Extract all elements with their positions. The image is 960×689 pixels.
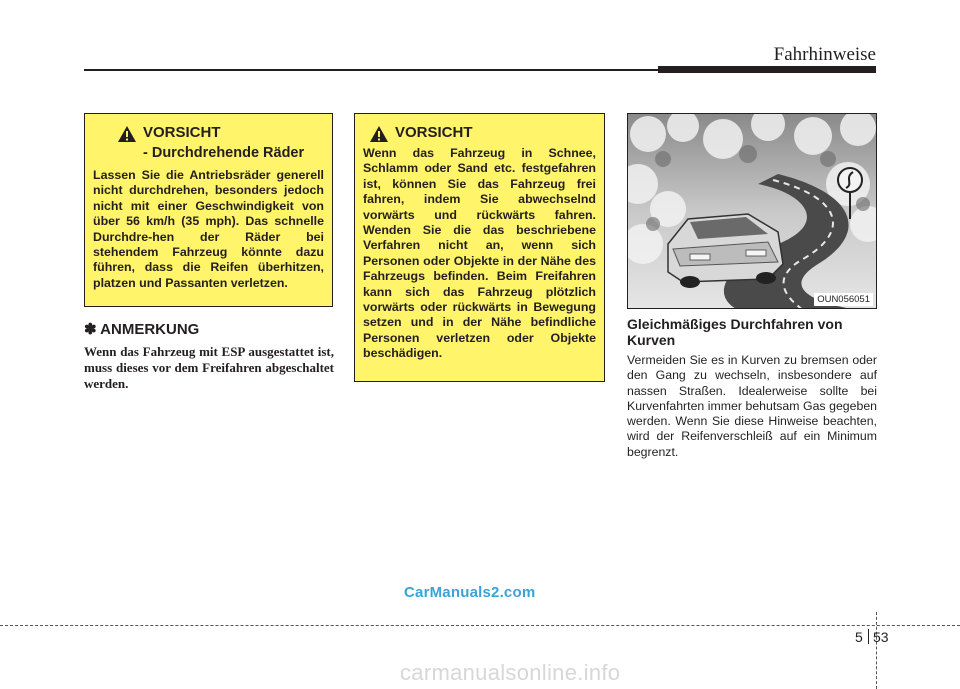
section-heading: Gleichmäßiges Durchfahren von Kurven — [627, 316, 843, 348]
caution-text: Lassen Sie die Antriebsräder generell nicht durchdrehen, besonders jedoch nicht mit einer Geschwindigkeit von über 56 km/h (35 mph). Das schnelle Durchdre-hen der Räder bei stehendem Fahrzeug könnte dazu führen, dass die Reifen überhitzen, platzen und Passanten verletzen. — [93, 168, 324, 290]
figure-code: OUN056051 — [814, 293, 873, 306]
caution-title: VORSICHT — [143, 124, 221, 141]
header-rule-accent — [658, 66, 876, 73]
car-on-curve-image — [628, 114, 877, 309]
footer-vertical-divider — [876, 612, 877, 689]
page-header-title: Fahrhinweise — [773, 44, 876, 65]
caution-title: VORSICHT — [395, 124, 473, 141]
footer-divider — [0, 625, 960, 626]
warning-triangle-icon — [117, 125, 137, 143]
caution-subtitle: - Durchdrehende Räder — [143, 145, 305, 161]
section-body: Vermeiden Sie es in Kurven zu bremsen oder den Gang zu wechseln, insbesondere auf nassen Straßen. Idealerweise sollte bei Kurvenfahrten immer behutsam Gas gegeben werden. Wenn Sie diese Hinweise beachten, wird der Reifenverschleiß auf ein Minimum begrenzt. — [627, 353, 877, 459]
header-rule — [84, 69, 658, 71]
caution-box-wheelspin — [84, 113, 333, 307]
page-number-separator — [868, 629, 869, 644]
caution-box-stuck-vehicle — [354, 113, 605, 382]
warning-triangle-icon — [369, 125, 389, 143]
note-heading: ✽ ANMERKUNG — [84, 321, 200, 338]
curve-driving-illustration — [627, 113, 877, 309]
note-text: Wenn das Fahrzeug mit ESP ausgestattet ist, muss dieses vor dem Freifahren abgeschaltet werden. — [84, 344, 334, 391]
watermark-link[interactable]: CarManuals2.com — [404, 584, 536, 601]
page-number: 53 — [873, 629, 889, 645]
caution-text: Wenn das Fahrzeug in Schnee, Schlamm oder Sand etc. festgefahren ist, können Sie das Fahrzeug frei fahren, indem Sie abwechselnd vorwärts und rückwärts fahren. Wenden Sie die das beschriebene Verfahren nicht an, wenn sich Personen oder Objekte in der Nähe des Fahrzeugs befinden. Beim Freifahren kann sich das Fahrzeug plötzlich vorwärts oder rückwärts in Bewegung setzen und in der Nähe befindliche Personen verletzen oder Objekte beschädigen. — [363, 146, 596, 361]
site-watermark: carmanualsonline.info — [400, 660, 621, 685]
chapter-number: 5 — [855, 629, 863, 645]
